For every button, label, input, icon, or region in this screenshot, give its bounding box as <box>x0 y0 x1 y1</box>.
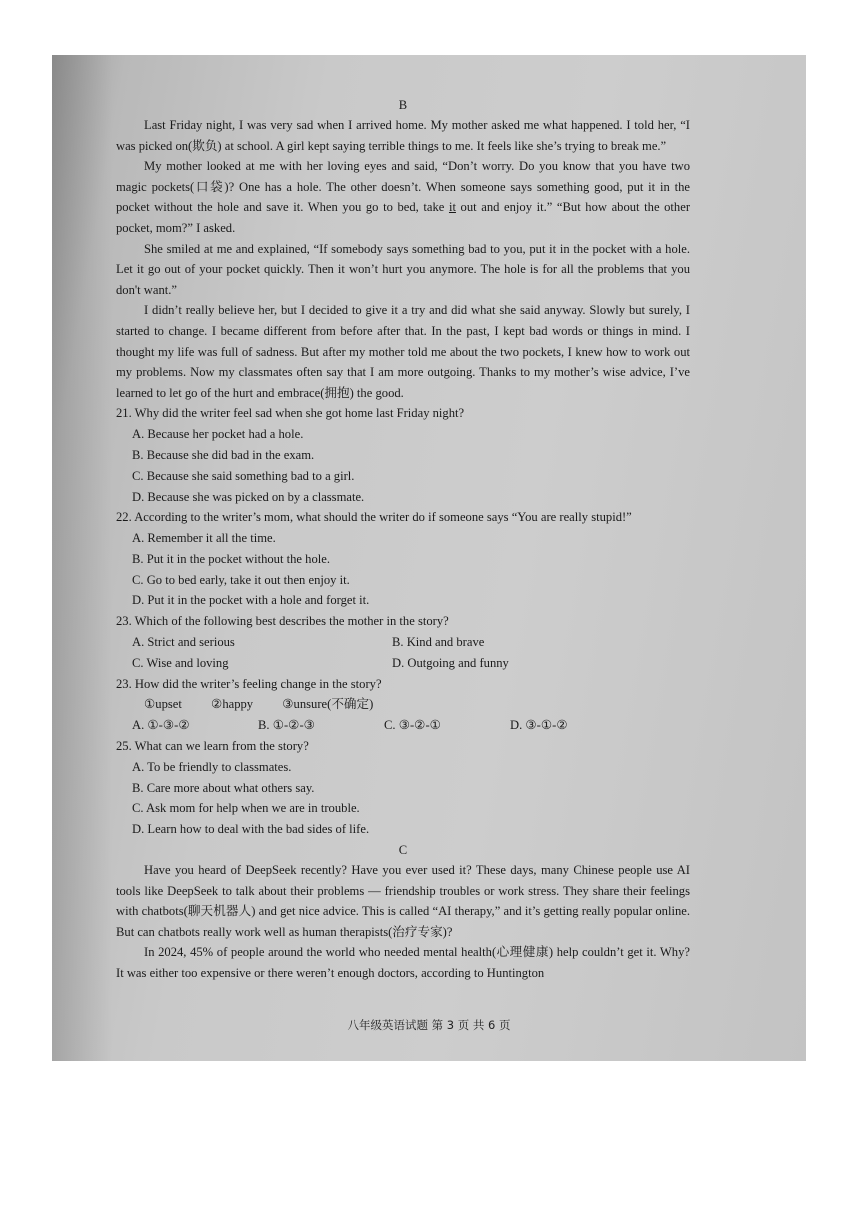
question-22 <box>116 507 690 611</box>
question-23 <box>116 611 690 673</box>
underlined-word: it <box>448 200 456 215</box>
page-footer: 八年级英语试题 第 3 页 共 6 页 <box>347 1018 511 1032</box>
option-d: D. ③-①-② <box>510 718 568 733</box>
option-b: B. Put it in the pocket without the hole. <box>132 551 330 566</box>
option-c: C. Because she said something bad to a girl. <box>132 468 355 483</box>
option-d: D. Learn how to deal with the bad sides of life. <box>132 822 370 837</box>
feeling-upset: ①upset <box>144 697 182 712</box>
feeling-happy: ②happy <box>211 697 254 712</box>
option-d: D. Put it in the pocket with a hole and forget it. <box>132 593 370 608</box>
passage-b-paragraph-3: She smiled at me and explained, “If somebody says something bad to you, put it in the pocket with a hole. Let it go out of your pocket quickly. Then it won’t hurt you anymore. The hole is for all the problems that you don't want.” <box>116 241 690 297</box>
feeling-list <box>144 694 690 715</box>
option-d: D. Outgoing and funny <box>392 655 509 670</box>
p2-text-start: My mother looked at me with her loving eyes and said, “Don’t worry. Do you know that you have two magic pockets(口袋)? One has a hole. The other doesn’t. When someone says something good, put it in the pocket without the hole and save it. When you go to bed, take <box>116 159 690 215</box>
option-d: D. Because she was picked on by a classmate. <box>132 489 365 504</box>
question-25 <box>116 736 690 840</box>
option-a: A. Strict and serious <box>132 635 235 650</box>
passage-b-paragraph-4: I didn’t really believe her, but I decided to give it a try and did what she said anyway. Slowly but surely, I started to change. I became different from before after that. In the past, I kept bad words or things in mind. I thought my life was full of sadness. But after my mother told me about the two pockets, I knew how to work out my problems. Now my classmates often say that I am more outgoing. Thanks to my mother’s wise advice, I’ve learned to let go of the hurt and embrace(拥抱) the good. <box>116 303 690 400</box>
section-c-heading: C <box>398 843 408 858</box>
option-a: A. To be friendly to classmates. <box>132 759 292 774</box>
option-a: A. Because her pocket had a hole. <box>132 427 304 442</box>
options-row <box>132 715 690 736</box>
option-b: B. Kind and brave <box>392 635 485 650</box>
option-a: A. ①-③-② <box>132 718 190 733</box>
question-24 <box>116 674 690 736</box>
passage-c-paragraph-1: Have you heard of DeepSeek recently? Have you ever used it? These days, many Chinese people use AI tools like DeepSeek to talk about their problems — friendship troubles or work stress. They share their feelings with chatbots(聊天机器人) and get nice advice. This is called “AI therapy,” and it’s getting really popular online. But can chatbots really work well as human therapists(治疗专家)? <box>116 863 690 939</box>
passage-b-paragraph-1: Last Friday night, I was very sad when I arrived home. My mother asked me what happened. I told her, “I was picked on(欺负) at school. A girl kept saying terrible things to me. It feels like she’s trying to break me.” <box>116 118 690 153</box>
page-shadow <box>52 55 112 1061</box>
section-b-heading: B <box>398 98 408 112</box>
question-stem: 23. How did the writer’s feeling change in the story? <box>116 676 382 691</box>
page-content <box>116 95 690 984</box>
passage-c-paragraph-2: In 2024, 45% of people around the world who needed mental health(心理健康) help couldn’t get it. Why? It was either too expensive or there weren’t enough doctors, according to Huntington <box>116 945 690 981</box>
passage-b-paragraph-2 <box>116 156 690 238</box>
question-21 <box>116 403 690 507</box>
option-b: B. Because she did bad in the exam. <box>132 447 315 462</box>
options-row-2 <box>132 653 690 674</box>
option-c: C. Go to bed early, take it out then enjoy it. <box>132 572 350 587</box>
question-stem: 25. What can we learn from the story? <box>116 739 309 754</box>
option-c: C. Ask mom for help when we are in trouble. <box>132 801 360 816</box>
p2-text-end: out and enjoy it.” “But how about the other pocket, mom?” I asked. <box>116 200 691 235</box>
question-stem: 21. Why did the writer feel sad when she got home last Friday night? <box>116 406 465 421</box>
option-b: B. Care more about what others say. <box>132 780 315 795</box>
options-row-1 <box>132 632 690 653</box>
option-c: C. ③-②-① <box>384 718 441 733</box>
feeling-unsure: ③unsure(不确定) <box>282 697 374 712</box>
option-a: A. Remember it all the time. <box>132 531 276 546</box>
question-stem: 23. Which of the following best describes the mother in the story? <box>116 614 449 629</box>
question-stem: 22. According to the writer’s mom, what should the writer do if someone says “You are really stupid!” <box>116 510 632 525</box>
option-b: B. ①-②-③ <box>258 718 315 733</box>
exam-page <box>52 55 806 1061</box>
option-c: C. Wise and loving <box>132 655 229 670</box>
